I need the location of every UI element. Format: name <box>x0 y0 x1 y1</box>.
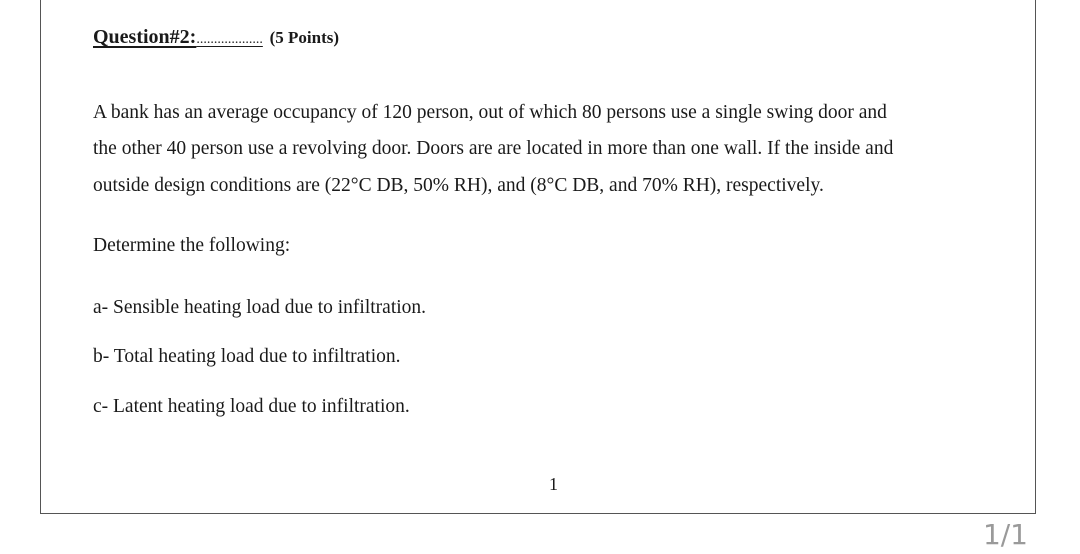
question-header <box>93 26 339 49</box>
body-line-3: outside design conditions are (22°C DB, 50% RH), and (8°C DB, and 70% RH), respectively. <box>93 175 824 196</box>
list-item-a: a- Sensible heating load due to infiltration. <box>93 297 427 318</box>
determine-heading: Determine the following: <box>93 235 291 256</box>
list-item-c: c- Latent heating load due to infiltration. <box>93 396 410 417</box>
question-title: Question#2: <box>93 26 197 48</box>
body-line-2: the other 40 person use a revolving door. Doors are are located in more than one wall. If the inside and <box>93 138 894 159</box>
question-dots: ................... <box>196 32 263 47</box>
list-item-b: b- Total heating load due to infiltration. <box>93 346 401 367</box>
document-page <box>40 0 1036 514</box>
page-indicator: 1/1 <box>982 518 1028 551</box>
page-number: 1 <box>549 474 558 494</box>
question-points: (5 Points) <box>269 28 340 47</box>
body-line-1: A bank has an average occupancy of 120 person, out of which 80 persons use a single swing door and <box>93 102 887 123</box>
